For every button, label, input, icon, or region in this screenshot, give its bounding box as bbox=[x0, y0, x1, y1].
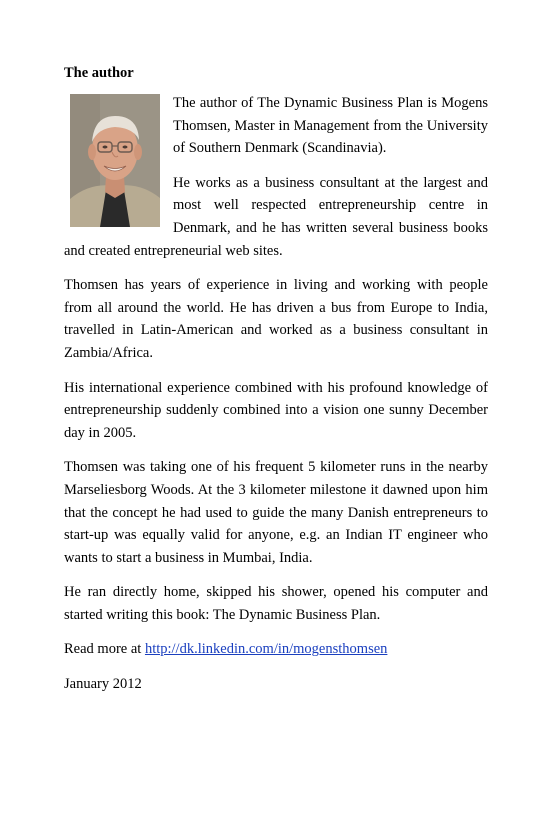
paragraph-6: He ran directly home, skipped his shower, opened his computer and started writing this book: The Dynamic Business Plan. bbox=[64, 584, 488, 623]
read-more-line bbox=[64, 638, 488, 661]
read-more-prefix: Read more at bbox=[64, 641, 145, 658]
paragraph-5: Thomsen was taking one of his frequent 5 kilometer runs in the nearby Marseliesborg Woods. At the 3 kilometer milestone it dawned upon him that the concept he had used to guide the many Danish entrepreneurs to start-up was equally valid for anyone, e.g. an Indian IT engineer who wants to start a business in Mumbai, India. bbox=[64, 459, 488, 566]
paragraph-1: The author of The Dynamic Business Plan is Mogens Thomsen, Master in Management from the University of Southern Denmark (Scandinavia). bbox=[173, 95, 488, 157]
section-heading: The author bbox=[64, 65, 134, 81]
paragraph-4: His international experience combined with his profound knowledge of entrepreneurship suddenly combined into a vision one sunny December day in 2005. bbox=[64, 379, 488, 441]
document-page bbox=[64, 62, 488, 708]
paragraph-2: He works as a business consultant at the largest and most well respected entrepreneurship centre in Denmark, and he has written several business books and created entrepreneurial web sites. bbox=[64, 174, 488, 259]
linkedin-link[interactable]: http://dk.linkedin.com/in/mogensthomsen bbox=[144, 641, 388, 658]
date-line: January 2012 bbox=[64, 676, 142, 693]
author-portrait-image bbox=[70, 94, 160, 227]
paragraph-3: Thomsen has years of experience in living and working with people from all around the world. He has driven a bus from Europe to India, travelled in Latin-American and worked as a business consultant in Zambia/Africa. bbox=[64, 277, 488, 361]
author-photo bbox=[70, 94, 160, 227]
